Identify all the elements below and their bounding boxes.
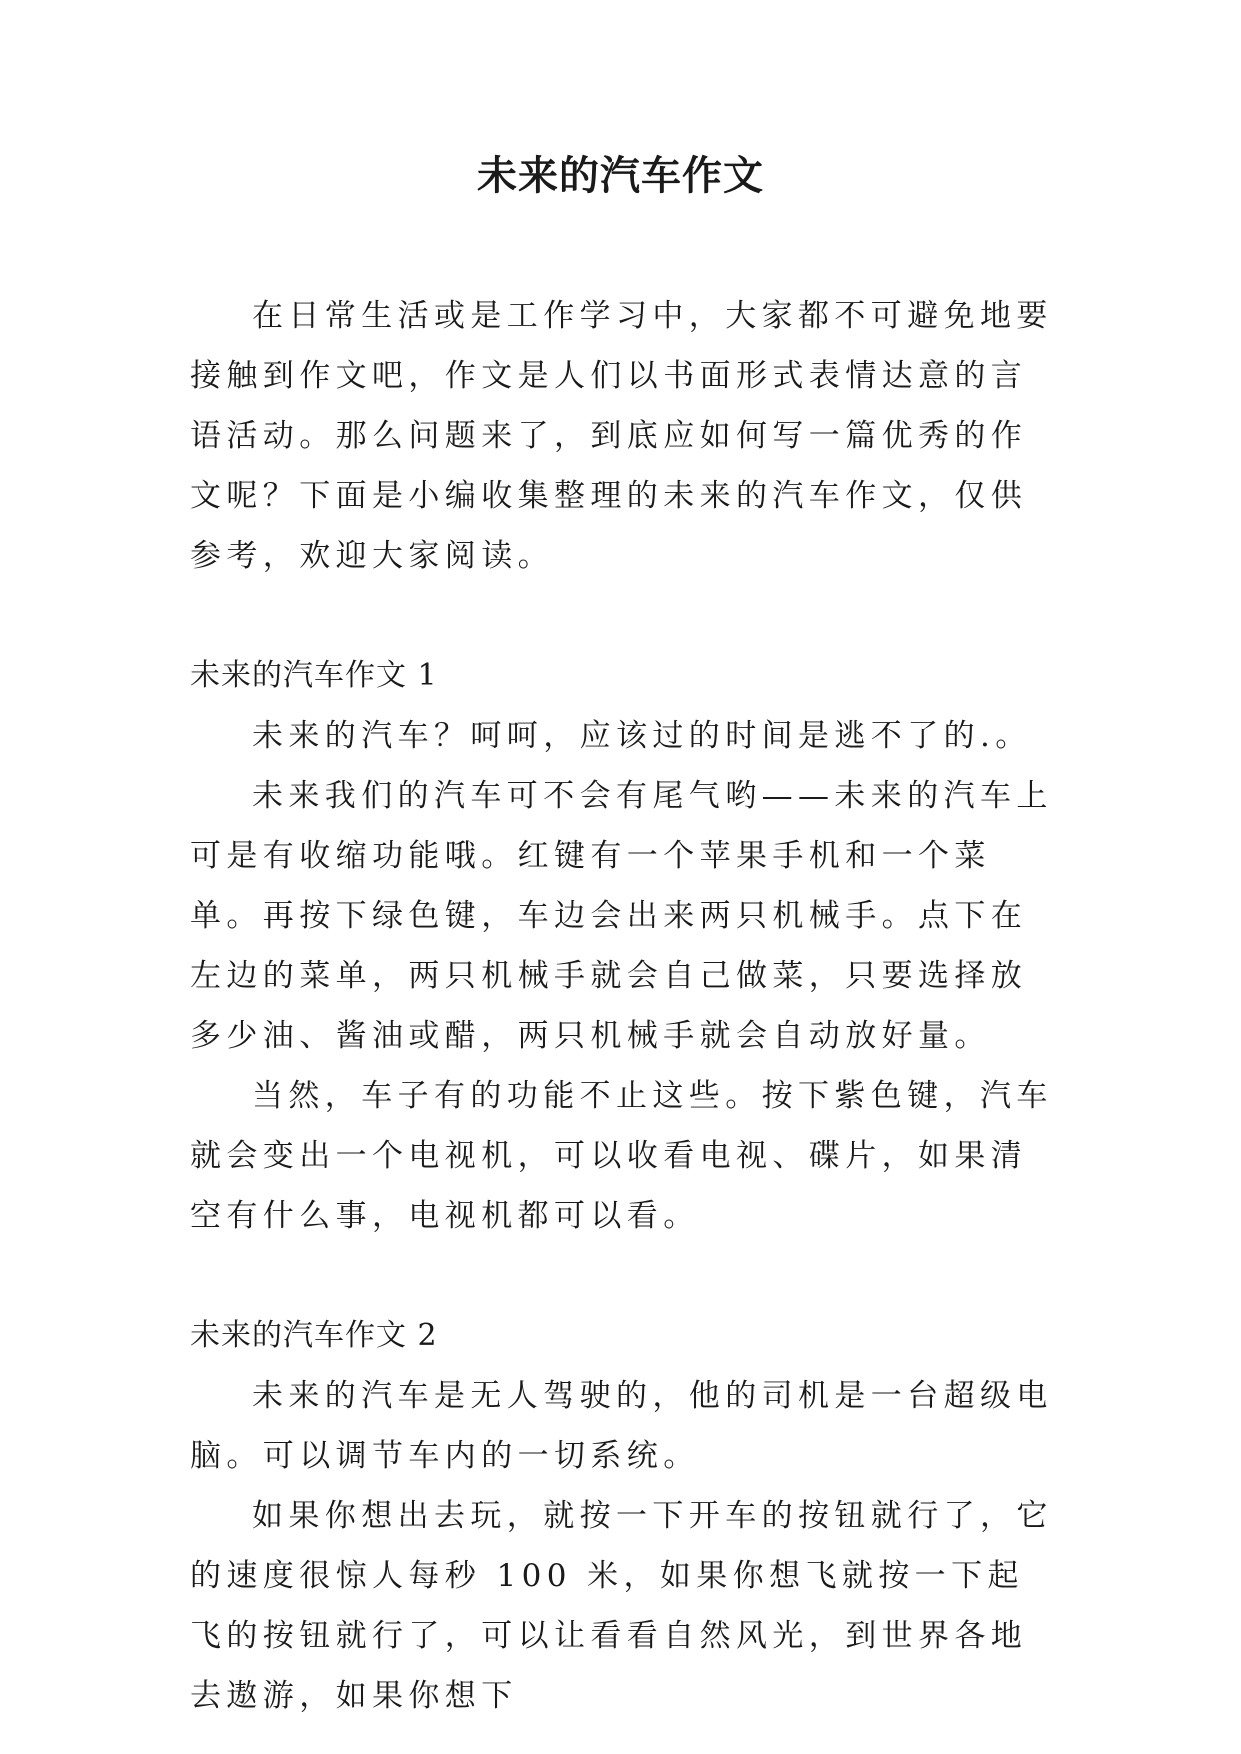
section-spacer <box>190 586 1054 646</box>
section-spacer <box>190 1246 1054 1306</box>
body-paragraph: 未来的汽车？呵呵，应该过的时间是逃不了的.。 <box>252 718 1032 754</box>
document-title: 未来的汽车作文 <box>477 152 764 199</box>
body-paragraph: 未来的汽车是无人驾驶的，他的司机是一台超级电脑。可以调节车内的一切系统。 <box>190 1378 1053 1474</box>
section-heading: 未来的汽车作文 2 <box>190 1318 438 1353</box>
body-paragraph: 未来我们的汽车可不会有尾气哟——未来的汽车上可是有收缩功能哦。红键有一个苹果手机和一个菜单。再按下绿色键，车边会出来两只机械手。点下在左边的菜单，两只机械手就会自己做菜，只要选择放多少油、酱油或醋，两只机械手就会自动放好量。 <box>190 778 1053 1054</box>
document-body <box>190 286 1054 1726</box>
body-paragraph: 当然，车子有的功能不止这些。按下紫色键，汽车就会变出一个电视机，可以收看电视、碟片，如果清空有什么事，电视机都可以看。 <box>190 1078 1053 1234</box>
essay-section-1 <box>190 646 1054 1246</box>
section-heading: 未来的汽车作文 1 <box>190 658 438 693</box>
essay-section-2 <box>190 1306 1054 1726</box>
body-paragraph: 如果你想出去玩，就按一下开车的按钮就行了，它的速度很惊人每秒 100 米，如果你想飞就按一下起飞的按钮就行了，可以让看看自然风光，到世界各地去遨游，如果你想下 <box>190 1498 1053 1714</box>
intro-paragraph: 在日常生活或是工作学习中，大家都不可避免地要接触到作文吧，作文是人们以书面形式表情达意的言语活动。那么问题来了，到底应如何写一篇优秀的作文呢？下面是小编收集整理的未来的汽车作文，仅供参考，欢迎大家阅读。 <box>190 298 1053 574</box>
